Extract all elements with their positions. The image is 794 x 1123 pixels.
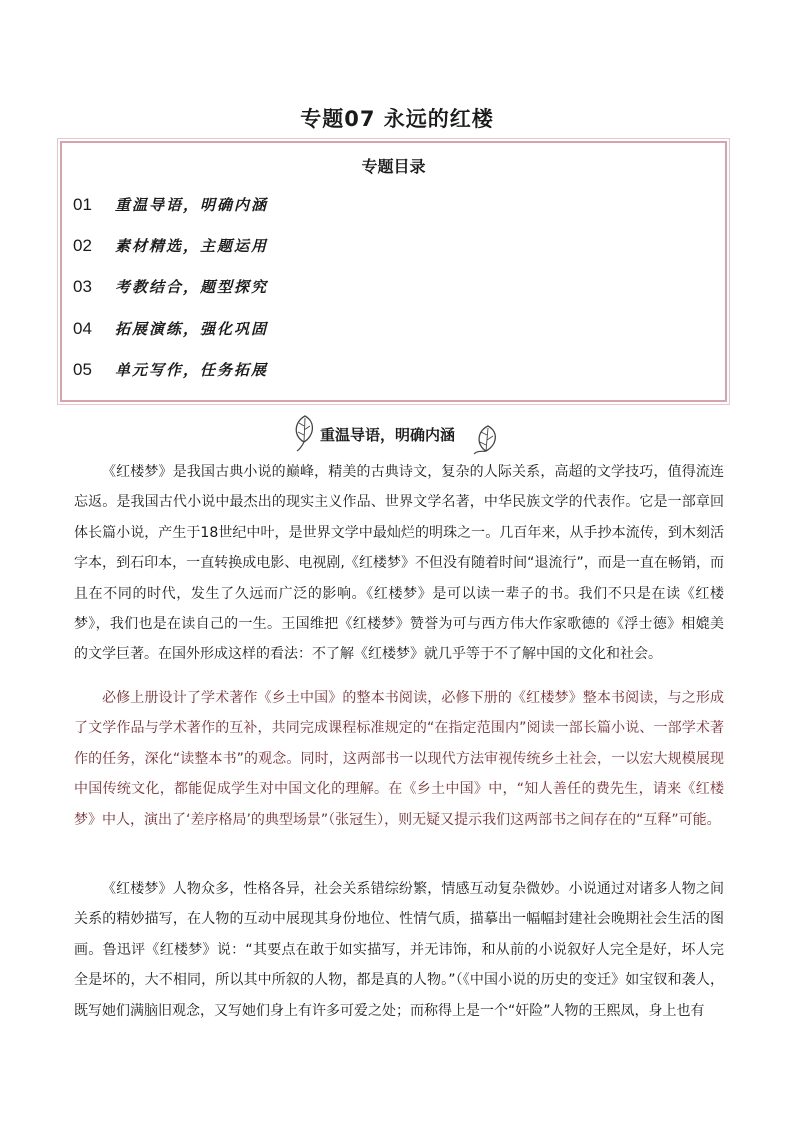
toc-item-label: 考教结合，题型探究 bbox=[115, 278, 269, 296]
toc-item bbox=[73, 232, 268, 260]
toc-item-number: 01 bbox=[73, 195, 92, 214]
toc-item-number: 05 bbox=[73, 360, 92, 379]
toc-item bbox=[73, 315, 268, 343]
toc-item-number: 04 bbox=[73, 319, 92, 338]
paragraph bbox=[74, 874, 724, 1026]
toc-item bbox=[73, 273, 268, 301]
section-banner bbox=[290, 410, 504, 460]
paragraph bbox=[74, 457, 724, 670]
toc-item-label: 单元写作，任务拓展 bbox=[115, 361, 269, 379]
toc-item bbox=[73, 191, 268, 219]
toc-item-label: 拓展演练，强化巩固 bbox=[115, 320, 269, 338]
toc-item bbox=[73, 356, 268, 384]
paragraph-text: 必修上册设计了学术著作《乡土中国》的整本书阅读，必修下册的《红楼梦》整本书阅读，与之形成了文学作品与学术著作的互补，共同完成课程标准规定的“在指定范围内”阅读一部长篇小说、一部学术著作的任务，深化“读整本书”的观念。同时，这两部书一以现代方法审视传统乡土社会，一以宏大规模展现中国传统文化，都能促成学生对中国文化的理解。在《乡土中国》中，“知人善任的费先生，请来《红楼梦》中人，演出了‘差序格局’的典型场景”（张冠生），则无疑又提示我们这两部书之间存在的“互释”可能。 bbox=[74, 690, 724, 828]
paragraph-text: 《红楼梦》是我国古典小说的巅峰，精美的古典诗文，复杂的人际关系，高超的文学技巧，值得流连忘返。是我国古代小说中最杰出的现实主义作品、世界文学名著，中华民族文学的代表作。它是一部章回体长篇小说，产生于18世纪中叶，是世界文学中最灿烂的明珠之一。几百年来，从手抄本流传，到木刻活字本，到石印本，一直转换成电影、电视剧,《红楼梦》不但没有随着时间“退流行”，而是一直在畅销，而且在不同的时代，发生了久远而广泛的影响。《红楼梦》是可以读一辈子的书。我们不只是在读《红楼梦》，我们也是在读自己的一生。王国维把《红楼梦》赞誉为可与西方伟大作家歌德的《浮士德》相媲美的文学巨著。在国外形成这样的看法：不了解《红楼梦》就几乎等于不了解中国的文化和社会。 bbox=[74, 464, 724, 663]
toc-box bbox=[60, 141, 727, 402]
toc-item-number: 02 bbox=[73, 236, 92, 255]
toc-item-label: 重温导语，明确内涵 bbox=[115, 196, 269, 214]
leaf-icon bbox=[290, 412, 320, 452]
toc-item-number: 03 bbox=[73, 277, 92, 296]
toc-item-label: 素材精选，主题运用 bbox=[115, 237, 269, 255]
section-banner-title: 重温导语，明确内涵 bbox=[320, 426, 456, 444]
leaf-icon bbox=[470, 420, 502, 460]
toc-heading: 专题目录 bbox=[361, 157, 426, 176]
paragraph-text: 《红楼梦》人物众多，性格各异，社会关系错综纷繁，情感互动复杂微妙。小说通过对诸多人物之间关系的精妙描写，在人物的互动中展现其身份地位、性情气质，描摹出一幅幅封建社会晚期社会生活的图画。鲁迅评《红楼梦》说：“其要点在敢于如实描写，并无讳饰，和从前的小说叙好人完全是好，坏人完全是坏的，大不相同，所以其中所叙的人物，都是真的人物。”（《中国小说的历史的变迁》如宝钗和袭人，既写她们满脑旧观念，又写她们身上有许多可爱之处；而称得上是一个“奸险”人物的王熙凤，身上也有 bbox=[74, 881, 724, 1019]
page-title: 专题07 永远的红楼 bbox=[300, 107, 494, 131]
paragraph bbox=[74, 683, 724, 835]
